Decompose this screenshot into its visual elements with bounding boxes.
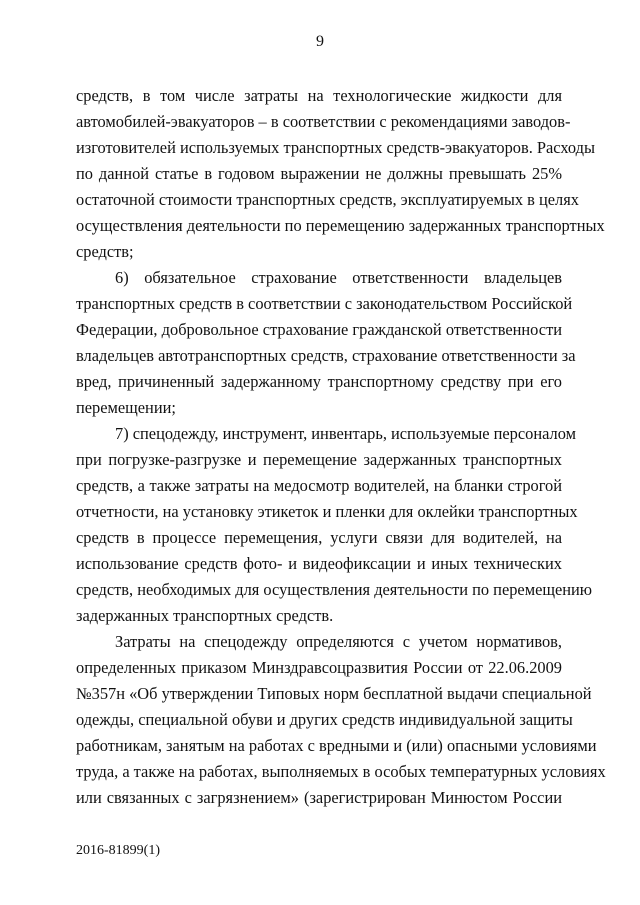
text-line: осуществления деятельности по перемещению задержанных транспортных [76, 216, 605, 235]
text-line: остаточной стоимости транспортных средств, эксплуатируемых в целях [76, 190, 579, 209]
text-line: средств, а также затраты на медосмотр водителей, на бланки строгой [76, 476, 562, 495]
text-line: труда, а также на работах, выполняемых в особых температурных условиях [76, 762, 606, 781]
text-line: или связанных с загрязнением» (зарегистрирован Минюстом России [76, 788, 562, 807]
text-line: 6) обязательное страхование ответственности владельцев [115, 268, 562, 287]
text-line: Затраты на спецодежду определяются с учетом нормативов, [115, 632, 562, 651]
text-line: при погрузке-разгрузке и перемещение задержанных транспортных [76, 450, 562, 469]
text-line: владельцев автотранспортных средств, страхование ответственности за [76, 346, 576, 365]
text-line: работникам, занятым на работах с вредными и (или) опасными условиями [76, 736, 597, 755]
text-line: отчетности, на установку этикеток и пленки для оклейки транспортных [76, 502, 578, 521]
text-line: №357н «Об утверждении Типовых норм бесплатной выдачи специальной [76, 684, 592, 703]
text-line: вред, причиненный задержанному транспортному средству при его [76, 372, 562, 391]
text-line: средств, необходимых для осуществления деятельности по перемещению [76, 580, 593, 599]
text-line: транспортных средств в соответствии с законодательством Российской [76, 294, 573, 313]
text-line: средств в процессе перемещения, услуги связи для водителей, на [76, 528, 562, 547]
page-number: 9 [316, 33, 324, 50]
text-line: перемещении; [76, 398, 176, 417]
text-line: использование средств фото- и видеофиксации и иных технических [76, 554, 562, 573]
text-line: по данной статье в годовом выражении не должны превышать 25% [76, 164, 562, 183]
text-line: изготовителей используемых транспортных средств-эвакуаторов. Расходы [76, 138, 595, 157]
text-line: автомобилей-эвакуаторов – в соответствии с рекомендациями заводов- [76, 112, 571, 131]
text-line: одежды, специальной обуви и других средств индивидуальной защиты [76, 710, 573, 729]
text-line: Федерации, добровольное страхование гражданской ответственности [76, 320, 562, 339]
text-line: средств; [76, 242, 134, 261]
text-line: определенных приказом Минздравсоцразвития России от 22.06.2009 [76, 658, 562, 677]
document-code: 2016-81899(1) [76, 843, 160, 858]
text-line: задержанных транспортных средств. [76, 606, 334, 625]
text-line: 7) спецодежду, инструмент, инвентарь, используемые персоналом [115, 424, 576, 443]
text-line: средств, в том числе затраты на технологические жидкости для [76, 86, 562, 105]
